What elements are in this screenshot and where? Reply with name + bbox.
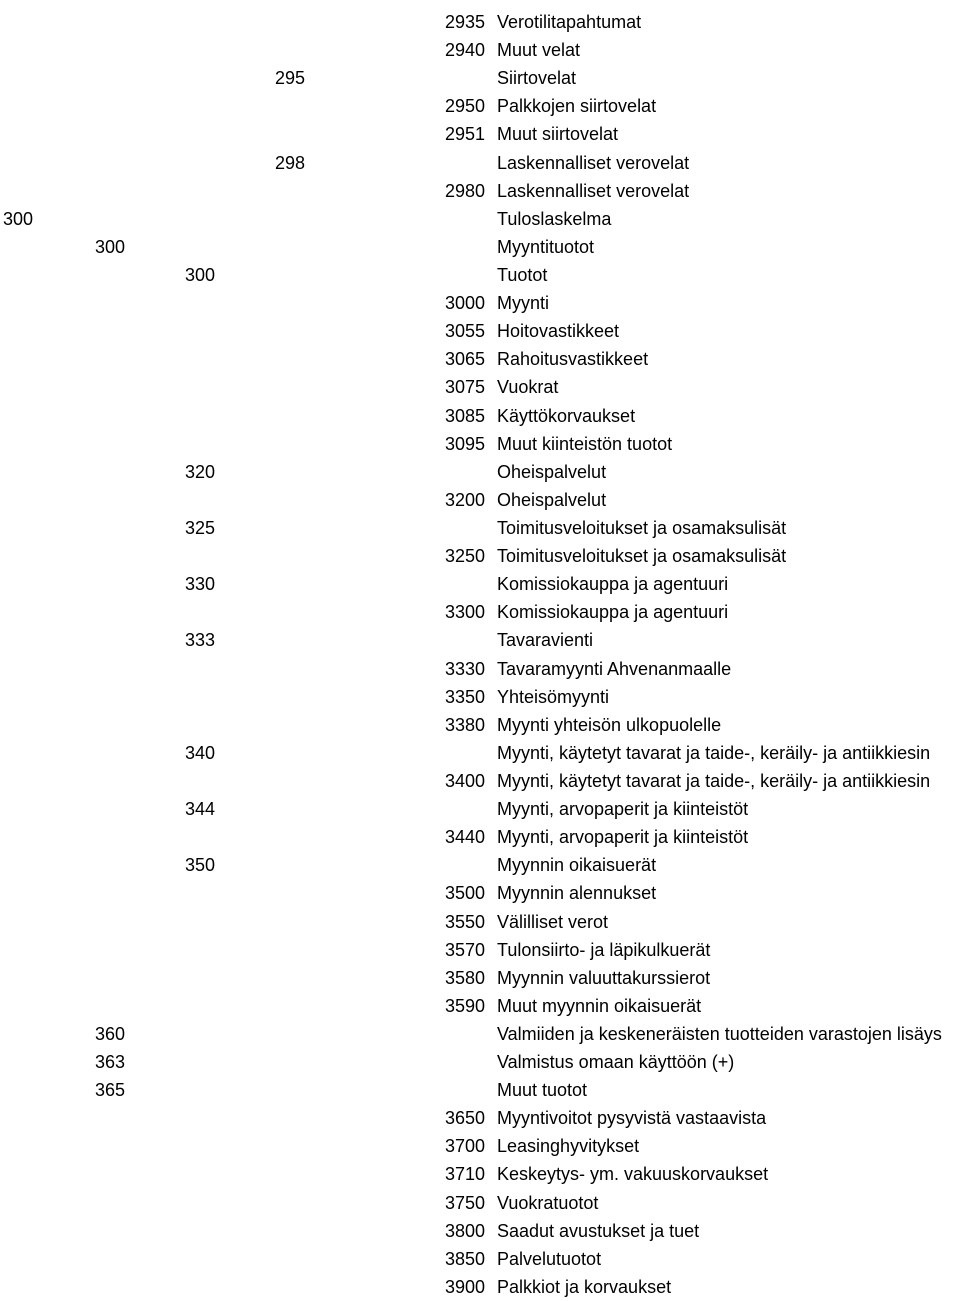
account-name: Myynnin oikaisuerät <box>497 855 657 876</box>
account-row <box>0 964 960 992</box>
account-name: Myynti <box>497 293 550 314</box>
account-code: 2935 <box>444 12 485 32</box>
account-code: 363 <box>94 1052 125 1073</box>
account-row <box>0 711 960 739</box>
account-row <box>0 64 960 92</box>
account-name: Valmistus omaan käyttöön (+) <box>497 1052 735 1073</box>
account-name: Tulonsiirto- ja läpikulkuerät <box>497 939 711 960</box>
account-code: 2980 <box>444 180 485 201</box>
account-code: 3700 <box>444 1136 485 1157</box>
account-name: Myyntituotot <box>497 236 595 257</box>
account-name: Muut velat <box>497 40 581 61</box>
account-row <box>0 120 960 148</box>
account-row <box>0 1273 960 1301</box>
account-name: Komissiokauppa ja agentuuri <box>497 602 729 623</box>
account-code: 3065 <box>444 349 485 370</box>
account-code: 3550 <box>444 911 485 932</box>
account-name: Toimitusveloitukset ja osamaksulisät <box>497 517 787 538</box>
account-code: 333 <box>184 630 215 651</box>
account-row <box>0 992 960 1020</box>
account-row <box>0 1189 960 1217</box>
account-name: Myynti, arvopaperit ja kiinteistöt <box>497 827 749 848</box>
account-row <box>0 317 960 345</box>
account-row <box>0 823 960 851</box>
account-name: Vuokrat <box>497 377 559 398</box>
account-name: Tuloslaskelma <box>497 208 612 229</box>
account-name: Verotilitapahtumat <box>497 12 642 32</box>
account-name: Vuokratuotot <box>497 1192 599 1213</box>
account-name: Saadut avustukset ja tuet <box>497 1220 700 1241</box>
account-row <box>0 626 960 654</box>
account-code: 344 <box>184 799 215 820</box>
account-name: Myynti, käytetyt tavarat ja taide-, keräily- ja antiikkiesin <box>497 770 931 791</box>
account-row <box>0 261 960 289</box>
account-row <box>0 936 960 964</box>
account-name: Hoitovastikkeet <box>497 321 620 342</box>
account-name: Palkkiot ja korvaukset <box>497 1276 672 1297</box>
account-name: Rahoitusvastikkeet <box>497 349 649 370</box>
account-code: 3800 <box>444 1220 485 1241</box>
account-row <box>0 458 960 486</box>
account-code: 320 <box>184 461 215 482</box>
account-row <box>0 205 960 233</box>
account-code: 3440 <box>444 827 485 848</box>
account-name: Myynnin valuuttakurssierot <box>497 967 711 988</box>
account-name: Laskennalliset verovelat <box>497 152 690 173</box>
account-row <box>0 570 960 598</box>
account-code: 325 <box>184 517 215 538</box>
account-code: 3330 <box>444 658 485 679</box>
account-code: 3650 <box>444 1108 485 1129</box>
account-row <box>0 177 960 205</box>
account-name: Toimitusveloitukset ja osamaksulisät <box>497 546 787 567</box>
account-row <box>0 1076 960 1104</box>
account-row <box>0 430 960 458</box>
account-name: Muut kiinteistön tuotot <box>497 433 673 454</box>
account-code: 295 <box>274 68 305 89</box>
account-name: Leasinghyvitykset <box>497 1136 640 1157</box>
account-name: Myynti, käytetyt tavarat ja taide-, keräily- ja antiikkiesin <box>497 742 931 763</box>
account-code: 300 <box>2 208 33 229</box>
account-row <box>0 36 960 64</box>
account-row <box>0 1217 960 1245</box>
account-code: 3900 <box>444 1276 485 1297</box>
account-name: Tuotot <box>497 264 548 285</box>
account-code: 3300 <box>444 602 485 623</box>
account-row <box>0 1104 960 1132</box>
account-code: 2940 <box>444 40 485 61</box>
account-row <box>0 851 960 879</box>
account-list <box>0 8 960 1301</box>
account-row <box>0 1132 960 1160</box>
account-name: Muut myynnin oikaisuerät <box>497 995 702 1016</box>
account-code: 3075 <box>444 377 485 398</box>
account-name: Oheispalvelut <box>497 461 607 482</box>
account-name: Oheispalvelut <box>497 489 607 510</box>
account-code: 3095 <box>444 433 485 454</box>
account-code: 2951 <box>444 124 485 145</box>
account-code: 3085 <box>444 405 485 426</box>
account-name: Palkkojen siirtovelat <box>497 96 657 117</box>
account-row <box>0 514 960 542</box>
account-row <box>0 1020 960 1048</box>
account-name: Myyntivoitot pysyvistä vastaavista <box>497 1108 767 1129</box>
account-code: 3850 <box>444 1248 485 1269</box>
account-row <box>0 879 960 907</box>
account-name: Valmiiden ja keskeneräisten tuotteiden varastojen lisäys <box>497 1023 942 1044</box>
account-code: 2950 <box>444 96 485 117</box>
account-row <box>0 402 960 430</box>
account-row <box>0 289 960 317</box>
account-name: Myynnin alennukset <box>497 883 657 904</box>
account-code: 3750 <box>444 1192 485 1213</box>
account-row <box>0 92 960 120</box>
account-code: 3380 <box>444 714 485 735</box>
account-code: 3055 <box>444 321 485 342</box>
account-code: 3710 <box>444 1164 485 1185</box>
account-code: 3000 <box>444 293 485 314</box>
account-code: 3580 <box>444 967 485 988</box>
account-code: 365 <box>94 1080 125 1101</box>
account-name: Käyttökorvaukset <box>497 405 636 426</box>
account-name: Laskennalliset verovelat <box>497 180 690 201</box>
account-row <box>0 795 960 823</box>
account-code: 300 <box>184 264 215 285</box>
account-name: Keskeytys- ym. vakuuskorvaukset <box>497 1164 769 1185</box>
account-code: 3250 <box>444 546 485 567</box>
account-row <box>0 683 960 711</box>
account-name: Muut siirtovelat <box>497 124 619 145</box>
account-name: Siirtovelat <box>497 68 577 89</box>
account-code: 330 <box>184 574 215 595</box>
account-name: Muut tuotot <box>497 1080 588 1101</box>
account-code: 3590 <box>444 995 485 1016</box>
account-name: Myynti yhteisön ulkopuolelle <box>497 714 722 735</box>
account-row <box>0 767 960 795</box>
account-row <box>0 598 960 626</box>
account-name: Palvelutuotot <box>497 1248 602 1269</box>
account-row <box>0 345 960 373</box>
account-row <box>0 486 960 514</box>
account-row <box>0 739 960 767</box>
account-row <box>0 908 960 936</box>
account-row <box>0 1245 960 1273</box>
account-code: 3200 <box>444 489 485 510</box>
account-row <box>0 233 960 261</box>
account-name: Välilliset verot <box>497 911 609 932</box>
account-code: 298 <box>274 152 305 173</box>
account-row <box>0 1048 960 1076</box>
account-row <box>0 655 960 683</box>
account-code: 3500 <box>444 883 485 904</box>
account-code: 3570 <box>444 939 485 960</box>
account-row <box>0 1160 960 1188</box>
account-row <box>0 542 960 570</box>
account-code: 300 <box>94 236 125 257</box>
account-code: 3400 <box>444 770 485 791</box>
account-row <box>0 8 960 36</box>
account-name: Komissiokauppa ja agentuuri <box>497 574 729 595</box>
account-row <box>0 373 960 401</box>
account-code: 340 <box>184 742 215 763</box>
account-code: 360 <box>94 1023 125 1044</box>
account-row <box>0 149 960 177</box>
account-name: Tavaravienti <box>497 630 594 651</box>
account-code: 3350 <box>444 686 485 707</box>
account-name: Tavaramyynti Ahvenanmaalle <box>497 658 732 679</box>
account-code: 350 <box>184 855 215 876</box>
account-name: Yhteisömyynti <box>497 686 610 707</box>
account-name: Myynti, arvopaperit ja kiinteistöt <box>497 799 749 820</box>
